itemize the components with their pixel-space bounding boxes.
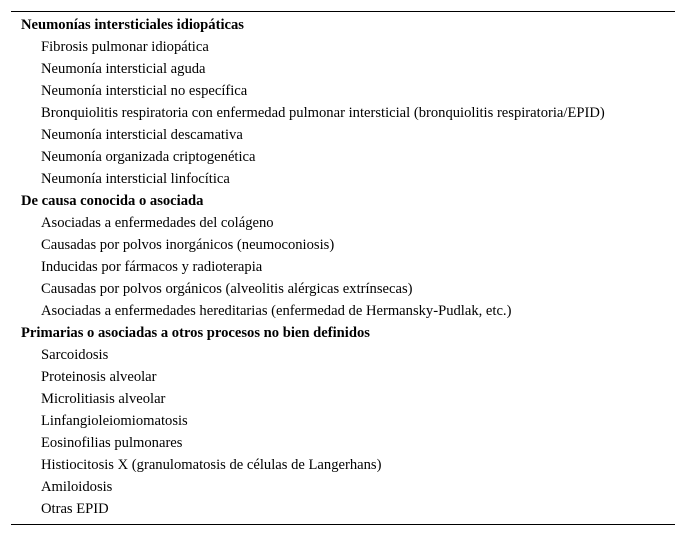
list-item: Fibrosis pulmonar idiopática <box>41 39 209 55</box>
list-item: Sarcoidosis <box>41 347 109 363</box>
section-heading-primary: Primarias o asociadas a otros procesos no bien definidos <box>21 325 370 341</box>
section-heading-known-cause: De causa conocida o asociada <box>21 193 204 209</box>
list-item: Amiloidosis <box>41 479 113 495</box>
list-item: Causadas por polvos inorgánicos (neumoconiosis) <box>41 237 335 253</box>
list-item: Inducidas por fármacos y radioterapia <box>41 259 263 275</box>
list-item: Linfangioleiomiomatosis <box>41 413 188 429</box>
classification-table <box>11 11 675 525</box>
list-item: Asociadas a enfermedades del colágeno <box>41 215 274 231</box>
list-item: Otras EPID <box>41 501 109 517</box>
list-item: Bronquiolitis respiratoria con enfermedad pulmonar intersticial (bronquiolitis respiratoria/EPID) <box>41 105 605 121</box>
list-item: Microlitiasis alveolar <box>41 391 166 407</box>
list-item: Neumonía intersticial no específica <box>41 83 248 99</box>
list-item: Neumonía organizada criptogenética <box>41 149 256 165</box>
list-item: Histiocitosis X (granulomatosis de células de Langerhans) <box>41 457 382 473</box>
list-item: Proteinosis alveolar <box>41 369 157 385</box>
list-item: Asociadas a enfermedades hereditarias (enfermedad de Hermansky-Pudlak, etc.) <box>41 303 512 319</box>
list-item: Neumonía intersticial linfocítica <box>41 171 230 187</box>
list-item: Causadas por polvos orgánicos (alveolitis alérgicas extrínsecas) <box>41 281 413 297</box>
section-heading-idiopathic: Neumonías intersticiales idiopáticas <box>21 17 244 33</box>
list-item: Neumonía intersticial descamativa <box>41 127 243 143</box>
list-item: Eosinofilias pulmonares <box>41 435 183 451</box>
list-item: Neumonía intersticial aguda <box>41 61 206 77</box>
